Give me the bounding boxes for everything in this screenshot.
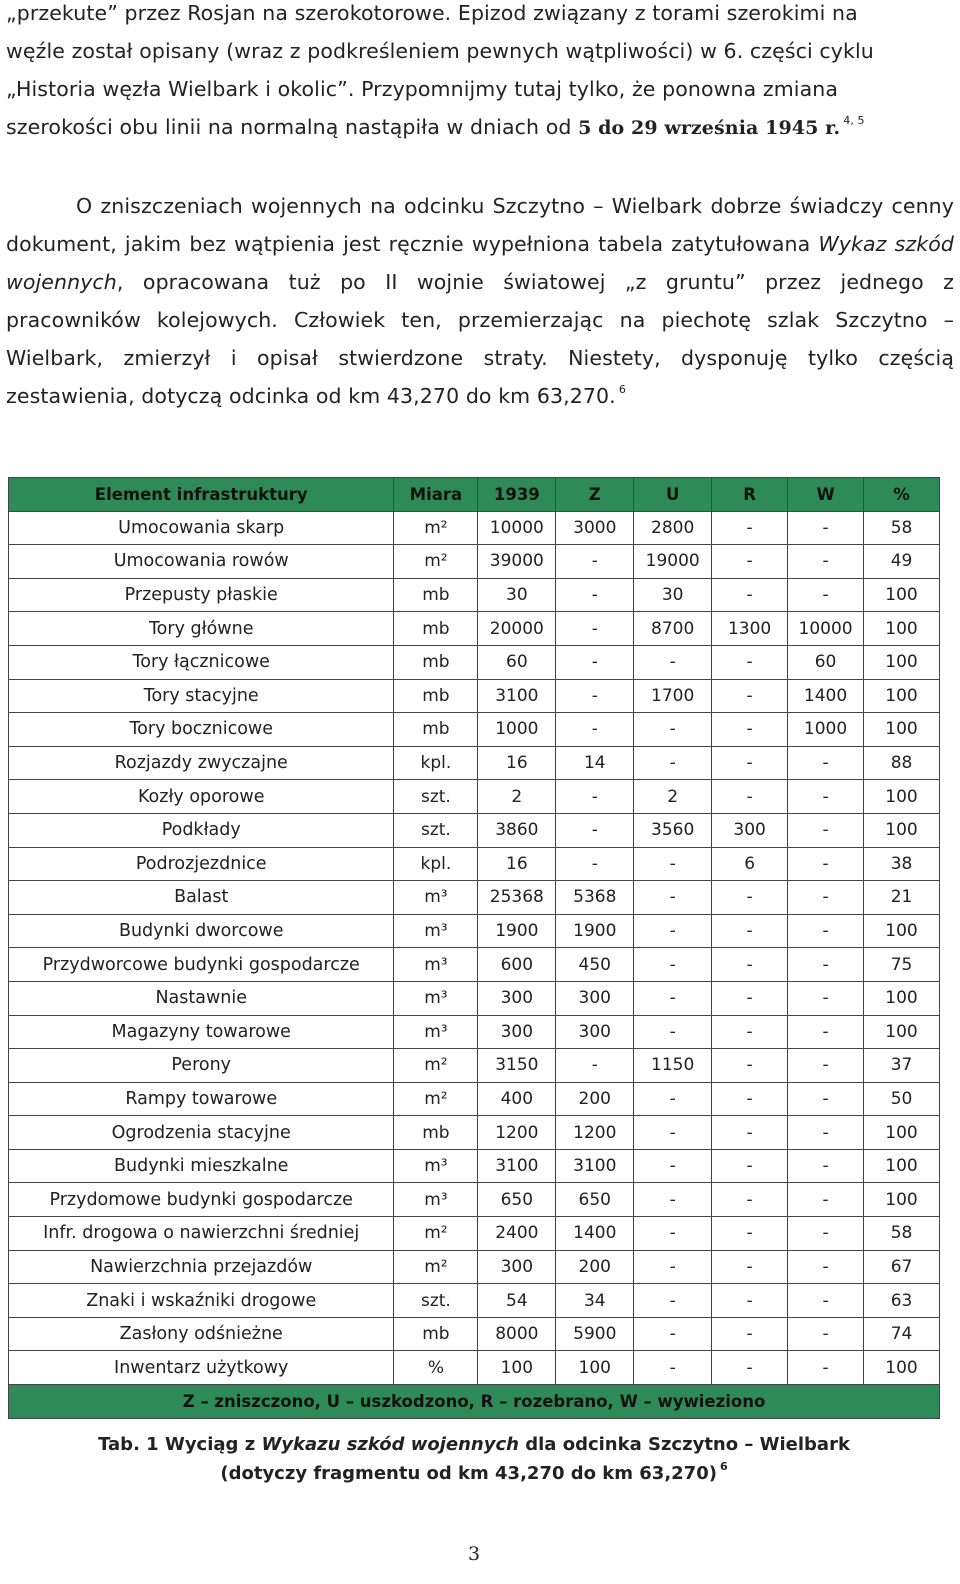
table-cell: -	[788, 1284, 864, 1318]
paragraph-1-line-2: węźle został opisany (wraz z podkreśleniem pewnych wątpliwości) w 6. części cyklu	[6, 39, 874, 63]
paragraph-1-line-3: „Historia węzła Wielbark i okolic”. Przypomnijmy tutaj tylko, że ponowna zmiana	[6, 77, 839, 101]
table-cell: -	[788, 948, 864, 982]
table-cell: -	[788, 578, 864, 612]
table-cell: -	[712, 1116, 788, 1150]
table-cell: 100	[864, 981, 940, 1015]
table-cell: -	[788, 881, 864, 915]
table-cell: 100	[864, 813, 940, 847]
table-cell: 300	[478, 1250, 556, 1284]
table-cell: %	[394, 1351, 478, 1385]
table-cell: -	[788, 511, 864, 545]
table-cell: 34	[556, 1284, 634, 1318]
table-cell: 100	[864, 1015, 940, 1049]
table-cell: 16	[478, 746, 556, 780]
table-cell: 1900	[556, 914, 634, 948]
element-name-cell: Podrozjezdnice	[9, 847, 394, 881]
page-number: 3	[467, 1543, 481, 1565]
table-cell: -	[634, 1284, 712, 1318]
element-name-cell: Tory łącznicowe	[9, 645, 394, 679]
table-cell: 100	[864, 780, 940, 814]
table-cell: -	[634, 847, 712, 881]
table-cell: -	[634, 914, 712, 948]
table-cell: szt.	[394, 813, 478, 847]
table-cell: -	[788, 1317, 864, 1351]
table-cell: 5900	[556, 1317, 634, 1351]
table-cell: m³	[394, 881, 478, 915]
table-row	[9, 914, 940, 948]
table-cell: 1200	[556, 1116, 634, 1150]
element-name-cell: Tory bocznicowe	[9, 713, 394, 747]
table-cell: szt.	[394, 1284, 478, 1318]
table-cell: 1400	[788, 679, 864, 713]
paragraph-1	[0, 0, 960, 147]
table-cell: m³	[394, 914, 478, 948]
table-row	[9, 545, 940, 579]
table-row	[9, 1250, 940, 1284]
table-cell: 63	[864, 1284, 940, 1318]
table-cell: 37	[864, 1049, 940, 1083]
table-cell: 75	[864, 948, 940, 982]
table-cell: 3000	[556, 511, 634, 545]
table-cell: -	[788, 1116, 864, 1150]
table-cell: -	[556, 545, 634, 579]
table-cell: 300	[478, 1015, 556, 1049]
table-cell: -	[556, 847, 634, 881]
table-cell: m³	[394, 981, 478, 1015]
table-cell: m³	[394, 1015, 478, 1049]
table-cell: 100	[556, 1351, 634, 1385]
table-cell: -	[556, 713, 634, 747]
element-name-cell: Przydworcowe budynki gospodarcze	[9, 948, 394, 982]
table-cell: 2800	[634, 511, 712, 545]
table-cell: -	[788, 914, 864, 948]
table-row	[9, 713, 940, 747]
table-cell: -	[712, 780, 788, 814]
table-cell: m³	[394, 948, 478, 982]
table-cell: -	[712, 545, 788, 579]
caption-line-2-text: (dotyczy fragmentu od km 43,270 do km 63,270)	[220, 1463, 717, 1484]
table-cell: 300	[712, 813, 788, 847]
table-cell: szt.	[394, 780, 478, 814]
table-cell: 100	[864, 578, 940, 612]
table-cell: m³	[394, 1149, 478, 1183]
column-header: R	[712, 478, 788, 512]
table-row	[9, 847, 940, 881]
table-cell: -	[712, 948, 788, 982]
table-cell: 74	[864, 1317, 940, 1351]
table-cell: -	[556, 578, 634, 612]
table-cell: 39000	[478, 545, 556, 579]
table-cell: 100	[864, 612, 940, 646]
table-cell: -	[712, 578, 788, 612]
table-row	[9, 948, 940, 982]
paragraph-2-text-start: O zniszczeniach wojennych na odcinku Szczytno – Wielbark dobrze świadczy cenny dokument, jakim bez wątpienia jest ręcznie wypełniona tabela zatytułowana	[6, 194, 954, 256]
element-name-cell: Tory stacyjne	[9, 679, 394, 713]
column-header: Miara	[394, 478, 478, 512]
table-cell: kpl.	[394, 746, 478, 780]
table-cell: -	[634, 1217, 712, 1251]
table-cell: -	[634, 1317, 712, 1351]
table-cell: -	[634, 981, 712, 1015]
table-row	[9, 1116, 940, 1150]
table-cell: 6	[712, 847, 788, 881]
table-cell: 14	[556, 746, 634, 780]
table-cell: -	[788, 1217, 864, 1251]
table-cell: -	[634, 1116, 712, 1150]
table-cell: 50	[864, 1082, 940, 1116]
table-cell: -	[788, 847, 864, 881]
element-name-cell: Zasłony odśnieżne	[9, 1317, 394, 1351]
table-cell: mb	[394, 612, 478, 646]
table-cell: -	[788, 780, 864, 814]
table-cell: 8700	[634, 612, 712, 646]
table-body	[9, 511, 940, 1418]
footnote-ref-6: 6	[618, 383, 626, 397]
column-header: U	[634, 478, 712, 512]
element-name-cell: Podkłady	[9, 813, 394, 847]
table-cell: 3150	[478, 1049, 556, 1083]
table-cell: 200	[556, 1250, 634, 1284]
war-damage-table	[8, 477, 940, 1419]
element-name-cell: Znaki i wskaźniki drogowe	[9, 1284, 394, 1318]
table-cell: 10000	[788, 612, 864, 646]
table-cell: -	[712, 1250, 788, 1284]
element-name-cell: Ogrodzenia stacyjne	[9, 1116, 394, 1150]
table-cell: 1200	[478, 1116, 556, 1150]
table-cell: 1000	[478, 713, 556, 747]
table-cell: m²	[394, 511, 478, 545]
table-cell: -	[712, 1049, 788, 1083]
table-cell: -	[788, 1049, 864, 1083]
table-cell: 450	[556, 948, 634, 982]
table-cell: 20000	[478, 612, 556, 646]
element-name-cell: Tory główne	[9, 612, 394, 646]
table-cell: -	[634, 1183, 712, 1217]
table-cell: 38	[864, 847, 940, 881]
table-cell: -	[634, 746, 712, 780]
element-name-cell: Magazyny towarowe	[9, 1015, 394, 1049]
table-cell: mb	[394, 1317, 478, 1351]
table-cell: -	[556, 813, 634, 847]
table-cell: 10000	[478, 511, 556, 545]
table-cell: 2	[634, 780, 712, 814]
table-cell: mb	[394, 679, 478, 713]
table-cell: 1700	[634, 679, 712, 713]
table-cell: mb	[394, 1116, 478, 1150]
table-cell: -	[712, 881, 788, 915]
element-name-cell: Rozjazdy zwyczajne	[9, 746, 394, 780]
column-header: W	[788, 478, 864, 512]
table-cell: m²	[394, 1250, 478, 1284]
table-cell: 3100	[556, 1149, 634, 1183]
paragraph-1-line-1: „przekute” przez Rosjan na szerokotorowe. Epizod związany z torami szerokimi na	[6, 1, 858, 25]
caption-suffix: dla odcinka Szczytno – Wielbark	[518, 1434, 850, 1455]
element-name-cell: Nastawnie	[9, 981, 394, 1015]
table-cell: -	[788, 1183, 864, 1217]
legend-cell: Z – zniszczono, U – uszkodzono, R – rozebrano, W – wywieziono	[9, 1385, 940, 1419]
table-cell: 19000	[634, 545, 712, 579]
table-cell: -	[556, 1049, 634, 1083]
table-cell: -	[788, 1250, 864, 1284]
table-row	[9, 813, 940, 847]
table-cell: 1400	[556, 1217, 634, 1251]
column-header: Element infrastruktury	[9, 478, 394, 512]
table-cell: -	[634, 1149, 712, 1183]
table-cell: 100	[864, 679, 940, 713]
table-cell: 3560	[634, 813, 712, 847]
table-cell: 1000	[788, 713, 864, 747]
table-row	[9, 1015, 940, 1049]
paragraph-1-line-4-text: szerokości obu linii na normalną nastąpiła w dniach od	[6, 115, 579, 139]
element-name-cell: Przydomowe budynki gospodarcze	[9, 1183, 394, 1217]
table-cell: -	[712, 1351, 788, 1385]
table-cell: -	[712, 1082, 788, 1116]
table-cell: -	[634, 1250, 712, 1284]
element-name-cell: Infr. drogowa o nawierzchni średniej	[9, 1217, 394, 1251]
table-cell: -	[788, 545, 864, 579]
paragraph-1-line-4	[6, 108, 954, 147]
table-cell: 600	[478, 948, 556, 982]
table-cell: 49	[864, 545, 940, 579]
table-cell: 5368	[556, 881, 634, 915]
table-cell: -	[712, 713, 788, 747]
table-cell: -	[712, 1015, 788, 1049]
caption-line-1	[0, 1430, 948, 1459]
table-cell: 3100	[478, 679, 556, 713]
table-cell: 2	[478, 780, 556, 814]
table-cell: mb	[394, 713, 478, 747]
table-cell: -	[712, 645, 788, 679]
table-cell: -	[712, 746, 788, 780]
table-row	[9, 1183, 940, 1217]
table-cell: 1900	[478, 914, 556, 948]
element-name-cell: Kozły oporowe	[9, 780, 394, 814]
table-row	[9, 645, 940, 679]
table-cell: -	[634, 713, 712, 747]
table-cell: -	[788, 981, 864, 1015]
date-range: 5 do 29 września 1945 r.	[578, 117, 841, 139]
table-cell: -	[712, 1284, 788, 1318]
table-row	[9, 780, 940, 814]
table-row	[9, 1149, 940, 1183]
table-cell: 300	[556, 1015, 634, 1049]
table-cell: 58	[864, 1217, 940, 1251]
table-cell: 650	[478, 1183, 556, 1217]
table-cell: -	[556, 645, 634, 679]
table-cell: 100	[864, 645, 940, 679]
table-caption	[0, 1430, 948, 1488]
table-cell: 100	[478, 1351, 556, 1385]
table-cell: m²	[394, 1082, 478, 1116]
table-row	[9, 578, 940, 612]
table-cell: 54	[478, 1284, 556, 1318]
column-header: %	[864, 478, 940, 512]
paragraph-2	[0, 187, 960, 415]
table-cell: m²	[394, 1217, 478, 1251]
table-cell: 1300	[712, 612, 788, 646]
element-name-cell: Umocowania rowów	[9, 545, 394, 579]
table-cell: 21	[864, 881, 940, 915]
table-cell: 67	[864, 1250, 940, 1284]
element-name-cell: Przepusty płaskie	[9, 578, 394, 612]
element-name-cell: Umocowania skarp	[9, 511, 394, 545]
table-row	[9, 1317, 940, 1351]
table-cell: 60	[788, 645, 864, 679]
table-cell: 88	[864, 746, 940, 780]
table-cell: -	[712, 1217, 788, 1251]
element-name-cell: Budynki dworcowe	[9, 914, 394, 948]
table-cell: m²	[394, 1049, 478, 1083]
table-cell: -	[556, 780, 634, 814]
table-cell: -	[712, 914, 788, 948]
table-cell: -	[712, 1149, 788, 1183]
table-cell: 200	[556, 1082, 634, 1116]
table-cell: -	[634, 881, 712, 915]
caption-prefix: Tab. 1 Wyciąg z	[98, 1434, 262, 1455]
element-name-cell: Inwentarz użytkowy	[9, 1351, 394, 1385]
table-row	[9, 1217, 940, 1251]
table-cell: -	[788, 1351, 864, 1385]
paragraph-2-text-end: , opracowana tuż po II wojnie światowej „z gruntu” przez jednego z pracowników kolejowych. Człowiek ten, przemierzając na piechotę szlak Szczytno – Wielbark, zmierzył i opisał stwierdzone straty. Niestety, dysponuję tylko częścią zestawienia, dotyczą odcinka od km 43,270 do km 63,270.	[6, 270, 954, 408]
table-cell: -	[712, 981, 788, 1015]
legend-row	[9, 1385, 940, 1419]
table-cell: -	[788, 1149, 864, 1183]
table-cell: 100	[864, 1116, 940, 1150]
table-cell: 16	[478, 847, 556, 881]
table-cell: 1150	[634, 1049, 712, 1083]
table-row	[9, 746, 940, 780]
table-cell: -	[788, 1082, 864, 1116]
table-cell: mb	[394, 645, 478, 679]
document-title-italic: Wykaz szkód wojennych	[6, 232, 954, 294]
table-row	[9, 612, 940, 646]
table-row	[9, 881, 940, 915]
table-cell: mb	[394, 578, 478, 612]
table-row	[9, 1049, 940, 1083]
table-cell: -	[556, 679, 634, 713]
table-cell: -	[712, 1183, 788, 1217]
table-row	[9, 679, 940, 713]
element-name-cell: Perony	[9, 1049, 394, 1083]
table-cell: -	[788, 1015, 864, 1049]
table-cell: m²	[394, 545, 478, 579]
table-cell: kpl.	[394, 847, 478, 881]
table-cell: -	[634, 1015, 712, 1049]
table-cell: 58	[864, 511, 940, 545]
table-row	[9, 1082, 940, 1116]
table-row	[9, 1284, 940, 1318]
footnote-ref-4-5: 4, 5	[843, 114, 865, 128]
table-cell: 300	[478, 981, 556, 1015]
table-cell: 100	[864, 914, 940, 948]
caption-line-2	[0, 1459, 948, 1488]
table-cell: 60	[478, 645, 556, 679]
element-name-cell: Balast	[9, 881, 394, 915]
table-cell: -	[634, 1082, 712, 1116]
element-name-cell: Rampy towarowe	[9, 1082, 394, 1116]
caption-footnote-ref: 6	[719, 1460, 728, 1473]
table-cell: 30	[478, 578, 556, 612]
column-header: Z	[556, 478, 634, 512]
table-cell: m³	[394, 1183, 478, 1217]
table-cell: 100	[864, 1149, 940, 1183]
table-cell: 100	[864, 1183, 940, 1217]
table-cell: -	[634, 948, 712, 982]
table-cell: -	[712, 511, 788, 545]
table-cell: 3100	[478, 1149, 556, 1183]
table-cell: 100	[864, 713, 940, 747]
table-cell: 300	[556, 981, 634, 1015]
table-cell: -	[712, 1317, 788, 1351]
table-cell: 25368	[478, 881, 556, 915]
table-cell: -	[712, 679, 788, 713]
table-cell: 650	[556, 1183, 634, 1217]
table-cell: -	[634, 1351, 712, 1385]
element-name-cell: Budynki mieszkalne	[9, 1149, 394, 1183]
table-cell: -	[788, 746, 864, 780]
table-cell: 30	[634, 578, 712, 612]
table-cell: 2400	[478, 1217, 556, 1251]
table-cell: -	[556, 612, 634, 646]
caption-italic-title: Wykazu szkód wojennych	[261, 1434, 519, 1455]
column-header: 1939	[478, 478, 556, 512]
table-header-row	[9, 478, 940, 512]
element-name-cell: Nawierzchnia przejazdów	[9, 1250, 394, 1284]
table-cell: 100	[864, 1351, 940, 1385]
table-row	[9, 981, 940, 1015]
table-cell: -	[788, 813, 864, 847]
table-cell: 400	[478, 1082, 556, 1116]
table-cell: 3860	[478, 813, 556, 847]
table-cell: -	[634, 645, 712, 679]
table-row	[9, 511, 940, 545]
table-cell: 8000	[478, 1317, 556, 1351]
table-row	[9, 1351, 940, 1385]
